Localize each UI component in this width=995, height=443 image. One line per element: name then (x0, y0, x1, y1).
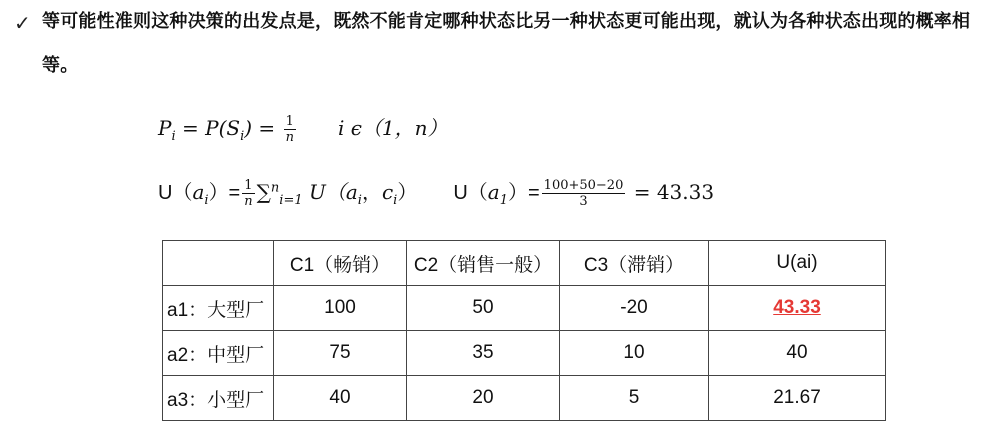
u-inner-close: ） (397, 180, 418, 204)
a-inner-subscript: i (357, 193, 362, 208)
fraction-numerator-2: 1 (242, 178, 254, 194)
table-cell: 35 (407, 331, 560, 376)
c-symbol: c (381, 180, 394, 204)
table-cell: 75 (274, 331, 407, 376)
example-numerator: 100+50−20 (543, 178, 624, 193)
table-row (163, 376, 886, 421)
sum-upper: n (270, 180, 280, 196)
header-c1: C1（畅销） (274, 241, 407, 286)
table-cell-highlight (709, 286, 886, 331)
row-label: a2：中型厂 (163, 331, 274, 376)
index-range: i ϵ（1，n） (337, 116, 448, 140)
table-cell: 50 (407, 286, 560, 331)
table-cell: -20 (560, 286, 709, 331)
header-c2: C2（销售一般） (407, 241, 560, 286)
table-cell: 5 (560, 376, 709, 421)
table-cell: 20 (407, 376, 560, 421)
example-denominator: 3 (579, 194, 588, 209)
example-result: = 43.33 (627, 180, 715, 204)
p-subscript: i (171, 129, 176, 144)
equals-1: = (175, 116, 206, 140)
sum-symbol: ∑ (256, 180, 271, 204)
p-symbol: P (158, 116, 172, 140)
table-row (163, 286, 886, 331)
example-a: a (487, 180, 500, 204)
table-cell: 21.67 (709, 376, 886, 421)
example-close-equals: ）= (507, 182, 540, 204)
fraction-numerator: 1 (284, 114, 296, 130)
utility-formula (158, 176, 714, 209)
fraction-denominator: n (285, 130, 294, 145)
header-empty (163, 241, 274, 286)
statement-text: 等可能性准则这种决策的出发点是，既然不能肯定哪种状态比另一种状态更可能出现，就认为各种状态出现的概率相等。 (42, 11, 971, 76)
u-close-equals: ）= (208, 182, 241, 204)
a-inner: a (345, 180, 358, 204)
check-icon: ✓ (14, 11, 31, 35)
table-cell: 40 (274, 376, 407, 421)
payoff-table (162, 240, 886, 421)
comma: ， (361, 180, 382, 204)
one-over-n-fraction-2 (242, 178, 254, 209)
p-of-s: P(S (205, 116, 241, 140)
fraction-denominator-2: n (244, 194, 253, 209)
sum-lower: i=1 (279, 193, 303, 208)
table-cell: 100 (274, 286, 407, 331)
p-of-s-close: ) (244, 116, 253, 140)
u-open: U（ (158, 182, 193, 204)
equals-2: = (252, 116, 282, 140)
table-row (163, 331, 886, 376)
header-c3: C3（滞销） (560, 241, 709, 286)
c-subscript: i (393, 193, 398, 208)
table-cell: 40 (709, 331, 886, 376)
highlight-value: 43.33 (773, 297, 821, 318)
header-utility: U(ai) (709, 241, 886, 286)
row-label: a3：小型厂 (163, 376, 274, 421)
probability-formula (158, 112, 448, 145)
u-inner-open: U（ (302, 180, 346, 204)
row-label: a1：大型厂 (163, 286, 274, 331)
example-u-open: U（ (453, 182, 488, 204)
s-subscript: i (240, 129, 245, 144)
example-a-subscript: 1 (499, 193, 508, 208)
example-fraction (542, 178, 626, 209)
table-header-row (163, 241, 886, 286)
bullet-statement (14, 10, 989, 88)
a-subscript: i (204, 193, 209, 208)
one-over-n-fraction (284, 114, 296, 145)
table-cell: 10 (560, 331, 709, 376)
a-symbol: a (192, 180, 205, 204)
